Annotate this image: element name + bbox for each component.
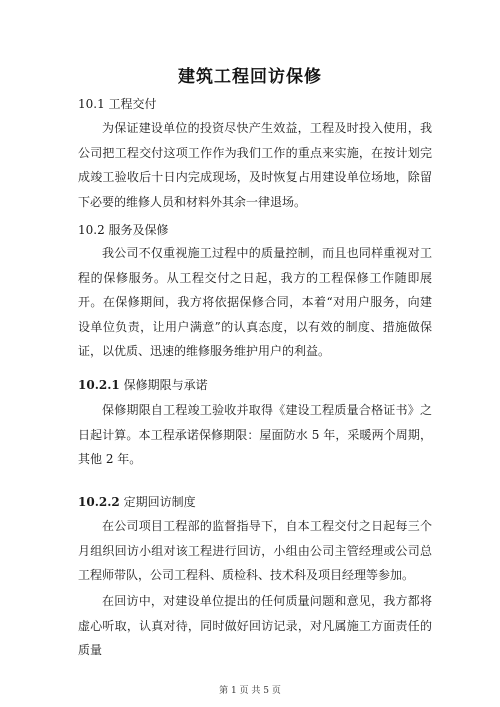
section-heading — [78, 377, 208, 393]
section-number: 10.2.1 — [78, 378, 120, 392]
section-number: 10.2.2 — [78, 495, 120, 509]
section-number: 10.1 — [78, 97, 105, 111]
page-footer: 第 1 页 共 5 页 — [219, 686, 281, 696]
section-title: 工程交付 — [108, 97, 157, 111]
section-title: 保修期限与承诺 — [123, 378, 208, 392]
paragraph: 我公司不仅重视施工过程中的质量控制，而且也同样重视对工程的保修服务。从工程交付之日起，我方的工程保修工作随即展开。在保修期间，我方将依据保修合同，本着“对用户服务，向建设单位负责，让用户满意”的认真态度，以有效的制度、措施做保证，以优质、迅速的维修服务维护用户的利益。 — [78, 246, 432, 358]
section-heading — [78, 222, 169, 238]
paragraph: 为保证建设单位的投资尽快产生效益，工程及时投入使用，我公司把工程交付这项工作作为我们工作的重点来实施，在按计划完成竣工验收后十日内完成现场，及时恢复占用建设单位场地，除留下必要的维修人员和材料外其余一律退场。 — [78, 121, 432, 209]
paragraph: 保修期限自工程竣工验收并取得《建设工程质量合格证书》之日起计算。本工程承诺保修期限：屋面防水 5 年，采暖两个周期，其他 2 年。 — [78, 403, 432, 466]
section-title: 服务及保修 — [108, 223, 169, 237]
section-heading — [78, 96, 157, 112]
section-number: 10.2 — [78, 223, 105, 237]
document-title: 建筑工程回访保修 — [178, 67, 322, 87]
paragraph: 在公司项目工程部的监督指导下，自本工程交付之日起每三个月组织回访小组对该工程进行回访，小组由公司主管经理或公司总工程师带队，公司工程科、质检科、技术科及项目经理等参加。 — [78, 519, 432, 582]
section-title: 定期回访制度 — [123, 495, 196, 509]
paragraph: 在回访中，对建设单位提出的任何质量问题和意见，我方都将虚心听取，认真对待，同时做好回访记录，对凡属施工方面责任的质量 — [78, 594, 432, 657]
section-heading — [78, 494, 196, 510]
